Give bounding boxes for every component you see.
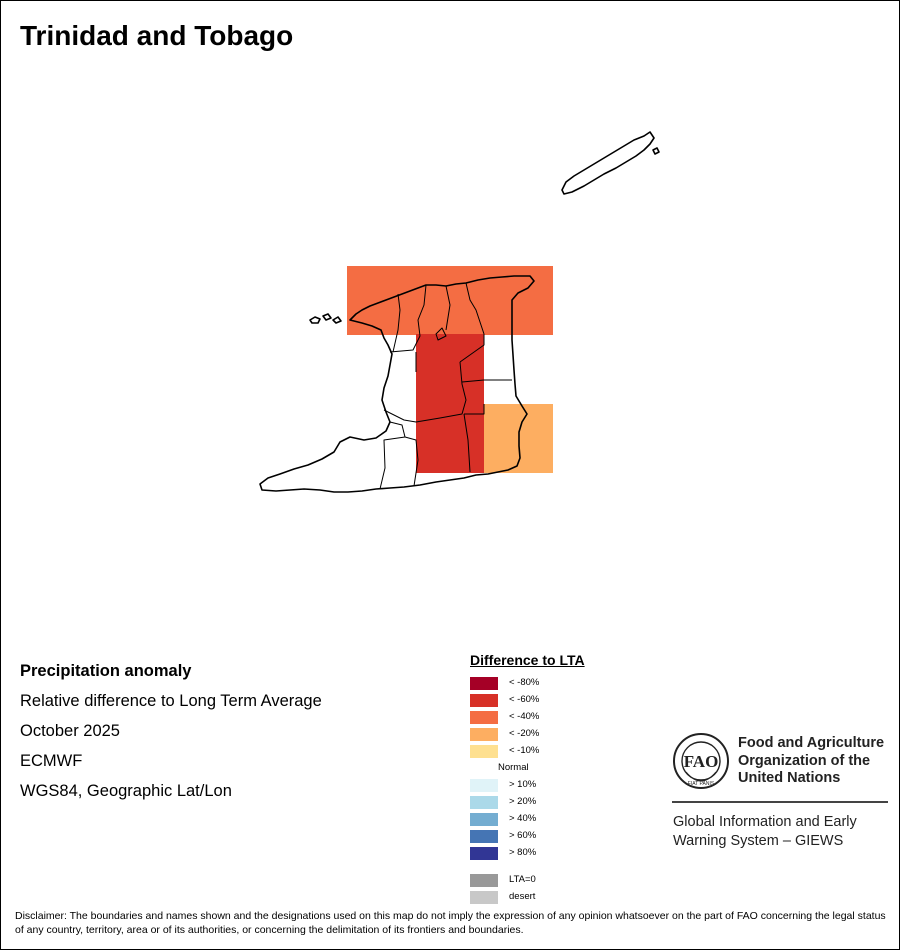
giews-line: Global Information and Early bbox=[673, 814, 857, 830]
map-title: Trinidad and Tobago bbox=[20, 20, 294, 51]
legend-label: > 20% bbox=[509, 796, 537, 807]
legend-label: < -10% bbox=[509, 745, 540, 756]
legend-label: > 80% bbox=[509, 847, 537, 858]
legend-label: LTA=0 bbox=[509, 874, 536, 885]
legend-label: < -60% bbox=[509, 694, 540, 705]
info-period: October 2025 bbox=[20, 722, 120, 740]
disclaimer: Disclaimer: The boundaries and names shown and the designations used on this map do not imply the expression of any opinion whatsoever on the part of FAO concerning the legal status of any country, territory, area or of its authorities, or concerning the delimitation of its frontiers and boundaries. bbox=[15, 910, 886, 936]
legend-swatch bbox=[470, 711, 498, 724]
legend-swatch bbox=[470, 874, 498, 887]
fao-name-line: Organization of the bbox=[738, 752, 871, 769]
legend-label: > 40% bbox=[509, 813, 537, 824]
legend-swatch bbox=[470, 830, 498, 843]
legend-swatch bbox=[470, 728, 498, 741]
legend-item bbox=[470, 812, 585, 829]
legend-item bbox=[470, 873, 585, 890]
legend-item bbox=[470, 676, 585, 693]
legend-label: Normal bbox=[498, 762, 529, 773]
tobago-outline bbox=[562, 132, 659, 194]
fao-divider bbox=[672, 801, 888, 803]
legend-swatch bbox=[470, 694, 498, 707]
legend-label: < -40% bbox=[509, 711, 540, 722]
legend-item bbox=[470, 710, 585, 727]
map-info bbox=[20, 656, 322, 806]
legend-item bbox=[470, 795, 585, 812]
legend-label: > 10% bbox=[509, 779, 537, 790]
legend-swatch bbox=[470, 891, 498, 904]
legend-label: > 60% bbox=[509, 830, 537, 841]
fao-name-line: United Nations bbox=[738, 770, 841, 786]
legend-classes bbox=[470, 676, 585, 863]
legend-swatch bbox=[470, 796, 498, 809]
legend-swatch bbox=[470, 779, 498, 792]
legend-item bbox=[470, 727, 585, 744]
info-heading: Precipitation anomaly bbox=[20, 662, 192, 680]
legend-label: desert bbox=[509, 891, 536, 902]
fao-name-line: Food and Agriculture bbox=[738, 735, 885, 751]
legend-item bbox=[470, 778, 585, 795]
fao-name bbox=[738, 735, 884, 788]
legend-title: Difference to LTA bbox=[470, 652, 585, 668]
legend-item bbox=[470, 890, 585, 907]
legend-swatch bbox=[470, 847, 498, 860]
legend-label: < -20% bbox=[509, 728, 540, 739]
info-source: ECMWF bbox=[20, 752, 83, 770]
giews-line: Warning System – GIEWS bbox=[673, 833, 844, 849]
legend-label: < -80% bbox=[509, 677, 540, 688]
legend-item bbox=[470, 761, 585, 778]
anomaly-grid bbox=[347, 266, 553, 473]
legend-swatch bbox=[470, 677, 498, 690]
info-projection: WGS84, Geographic Lat/Lon bbox=[20, 782, 232, 800]
fao-emblem-icon bbox=[672, 732, 730, 790]
info-subtitle: Relative difference to Long Term Average bbox=[20, 692, 322, 710]
fao-emblem-motto: FIAT PANIS bbox=[687, 781, 715, 787]
legend-item bbox=[470, 846, 585, 863]
legend-item bbox=[470, 744, 585, 761]
legend-swatch bbox=[470, 813, 498, 826]
legend-extra bbox=[470, 873, 585, 907]
legend-item bbox=[470, 829, 585, 846]
legend bbox=[470, 652, 585, 907]
legend-swatch bbox=[470, 745, 498, 758]
giews-name bbox=[673, 813, 857, 851]
anomaly-cell-central bbox=[416, 334, 484, 473]
legend-item bbox=[470, 693, 585, 710]
fao-emblem-text: FAO bbox=[683, 752, 719, 771]
